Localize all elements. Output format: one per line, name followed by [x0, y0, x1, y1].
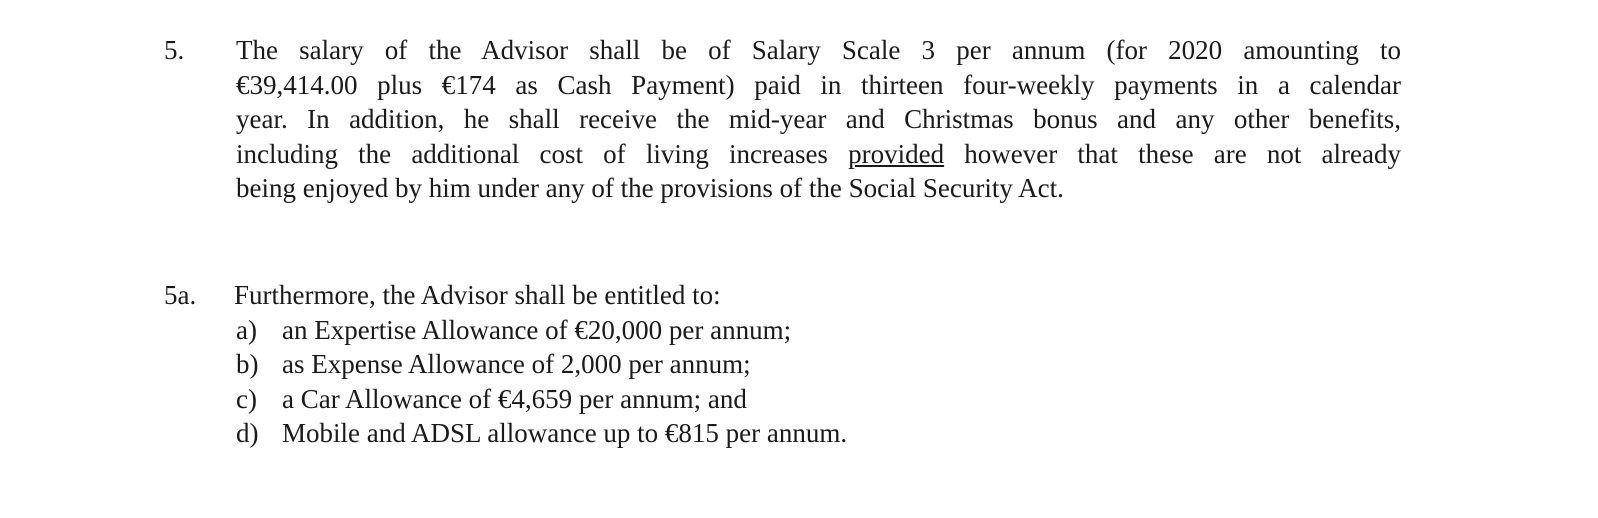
list-item-marker: b) [236, 349, 259, 379]
clause-5-line-4-end: however that these are not already [944, 138, 1401, 169]
list-item-marker: a) [236, 314, 257, 345]
clause-5-line-4 [236, 137, 1401, 172]
clause-5-line-5: being enjoyed by him under any of the provisions of the Social Security Act. [236, 173, 1064, 203]
clause-5-line-1: The salary of the Advisor shall be of Salary Scale 3 per annum (for 2020 amounting to [236, 35, 1401, 65]
underlined-word-provided: provided [848, 138, 945, 169]
clause-5-line-2: €39,414.00 plus €174 as Cash Payment) paid in thirteen four-weekly payments in a calendar [236, 69, 1401, 100]
clause-5-number: 5. [164, 35, 185, 65]
list-item-marker: c) [236, 383, 257, 414]
clause-5-line-4-start: including the additional cost of living increases [236, 138, 849, 169]
list-item-marker: d) [236, 418, 259, 448]
clause-5-text [236, 33, 1401, 206]
list-item-text: a Car Allowance of €4,659 per annum; and [282, 383, 747, 414]
clause-5a-number: 5a. [164, 280, 197, 310]
list-item-text: an Expertise Allowance of €20,000 per annum; [282, 314, 792, 345]
list-item-text: as Expense Allowance of 2,000 per annum; [282, 349, 751, 379]
clause-5-line-3: year. In addition, he shall receive the mid-year and Christmas bonus and any other benefits, [236, 104, 1401, 134]
clause-5a-intro: Furthermore, the Advisor shall be entitled to: [234, 280, 721, 310]
list-item-text: Mobile and ADSL allowance up to €815 per annum. [282, 418, 848, 448]
